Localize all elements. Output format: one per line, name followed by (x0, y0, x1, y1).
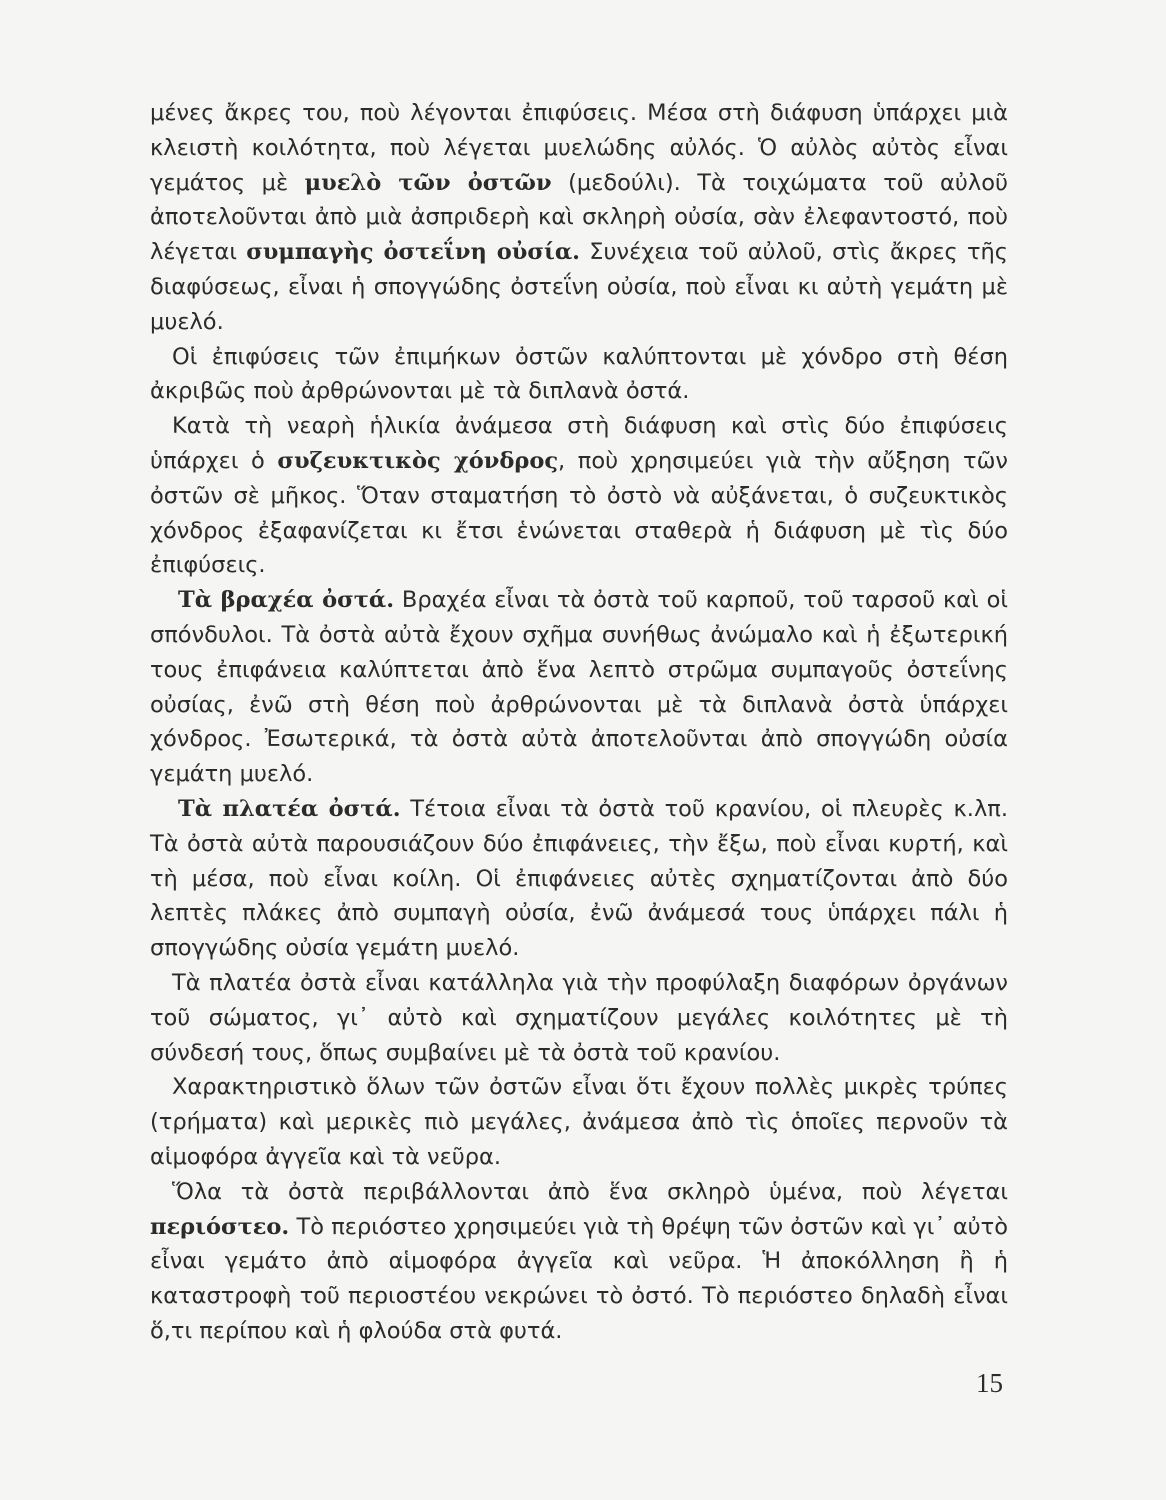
text-span: Κατὰ τὴ νεαρὴ ἡλικία ἀνάμεσα στὴ διάφυση καὶ στὶς δύο ἐπιφύσεις ὑπάρχει ὁ (150, 413, 1008, 474)
paragraph-flat-bones (150, 792, 1008, 966)
text-span: Βραχέα εἶναι τὰ ὀστὰ τοῦ καρποῦ, τοῦ ταρσοῦ καὶ οἱ σπόνδυλοι. Τὰ ὀστὰ αὐτὰ ἔχουν σχῆμα συνήθως ἀνώμαλο καὶ ἡ ἐξωτερική τους ἐπιφάνεια καλύπτεται ἀπὸ ἕνα λεπτὸ στρῶμα συμπαγοῦς ὀστεΐνης οὐσίας, ἐνῶ στὴ θέση ποὺ ἀρθρώνονται μὲ τὰ διπλανὰ ὀστὰ ὑπάρχει χόνδρος. Ἐσωτερικά, τὰ ὀστὰ αὐτὰ ἀποτελοῦνται ἀπὸ σπογγώδη οὐσία γεμάτη μυελό. (150, 587, 1008, 788)
heading-flat-bones: Τὰ πλατέα ὀστά. (178, 795, 401, 822)
body-text (150, 96, 1008, 1349)
term-epiphyseal-cartilage: συζευκτικὸς χόνδρος (277, 447, 559, 474)
term-bone-marrow: μυελὸ τῶν ὀστῶν (304, 169, 552, 196)
term-periosteum: περιόστεο. (150, 1213, 290, 1240)
text-span: Τὸ περιόστεο χρησιμεύει γιὰ τὴ θρέψη τῶν ὀστῶν καὶ γι᾿ αὐτὸ εἶναι γεμάτο ἀπὸ αἱμοφόρα ἀγγεῖα καὶ νεῦρα. Ἡ ἀποκόλληση ἢ ἡ καταστροφὴ τοῦ περιοστέου νεκρώνει τὸ ὀστό. Τὸ περιόστεο δηλαδὴ εἶναι ὅ,τι περίπου καὶ ἡ φλούδα στὰ φυτά. (150, 1213, 1008, 1344)
text-span: μένες ἄκρες του, ποὺ λέγονται ἐπιφύσεις. Μέσα στὴ διάφυση ὑπάρχει μιὰ κλειστὴ κοιλότητα, ποὺ λέγεται μυελώδης αὐλός. Ὁ αὐλὸς αὐτὸς εἶναι γεμάτος μὲ (150, 100, 1008, 196)
paragraph-7 (150, 1070, 1008, 1174)
term-compact-bone: συμπαγὴς ὀστεΐνη οὐσία. (246, 239, 580, 266)
text-span: (μεδούλι). Τὰ τοιχώματα τοῦ αὐλοῦ ἀποτελοῦνται ἀπὸ μιὰ ἀσπριδερὴ καὶ σκληρὴ οὐσία, σὰν ἐλεφαντοστό, ποὺ λέγεται (150, 169, 1008, 266)
text-span: Ὅλα τὰ ὀστὰ περιβάλλονται ἀπὸ ἕνα σκληρὸ ὑμένα, ποὺ λέγεται (172, 1178, 1008, 1205)
page-number: 15 (976, 1368, 1003, 1398)
paragraph-2 (150, 340, 1008, 410)
paragraph-6 (150, 966, 1008, 1070)
text-span: Τὰ πλατέα ὀστὰ εἶναι κατάλληλα γιὰ τὴν προφύλαξη διαφόρων ὀργάνων τοῦ σώματος, γι᾿ αὐτὸ καὶ σχηματίζουν μεγάλες κοιλότητες μὲ τὴ σύνδεσή τους, ὅπως συμβαίνει μὲ τὰ ὀστὰ τοῦ κρανίου. (150, 969, 1008, 1066)
text-span: , ποὺ χρησιμεύει γιὰ τὴν αὔξηση τῶν ὀστῶν σὲ μῆκος. Ὅταν σταματήση τὸ ὀστὸ νὰ αὐξάνεται, ὁ συζευκτικὸς χόνδρος ἐξαφανίζεται κι ἔτσι ἑνώνεται σταθερὰ ἡ διάφυση μὲ τὶς δύο ἐπιφύσεις. (150, 447, 1008, 579)
text-span: Χαρακτηριστικὸ ὅλων τῶν ὀστῶν εἶναι ὅτι ἔχουν πολλὲς μικρὲς τρύπες (τρήματα) καὶ μερικὲς πιὸ μεγάλες, ἀνάμεσα ἀπὸ τὶς ὁποῖες περνοῦν τὰ αἱμοφόρα ἀγγεῖα καὶ τὰ νεῦρα. (150, 1074, 1008, 1170)
paragraph-3 (150, 409, 1008, 583)
text-span: Οἱ ἐπιφύσεις τῶν ἐπιμήκων ὀστῶν καλύπτονται μὲ χόνδρο στὴ θέση ἀκριβῶς ποὺ ἀρθρώνονται μὲ τὰ διπλανὰ ὀστά. (150, 343, 1008, 405)
heading-short-bones: Τὰ βραχέα ὀστά. (178, 587, 395, 614)
paragraph-1 (150, 96, 1008, 340)
text-span: Συνέχεια τοῦ αὐλοῦ, στὶς ἄκρες τῆς διαφύσεως, εἶναι ἡ σπογγώδης ὀστεΐνη οὐσία, ποὺ εἶναι κι αὐτὴ γεμάτη μὲ μυελό. (150, 239, 1008, 335)
paragraph-8 (150, 1175, 1008, 1349)
text-span: Τέτοια εἶναι τὰ ὀστὰ τοῦ κρανίου, οἱ πλευρὲς κ.λπ. Τὰ ὀστὰ αὐτὰ παρουσιάζουν δύο ἐπιφάνειες, τὴν ἔξω, ποὺ εἶναι κυρτή, καὶ τὴ μέσα, ποὺ εἶναι κοίλη. Οἱ ἐπιφάνειες αὐτὲς σχηματίζονται ἀπὸ δύο λεπτὲς πλάκες ἀπὸ συμπαγὴ οὐσία, ἐνῶ ἀνάμεσά τους ὑπάρχει πάλι ἡ σπογγώδης οὐσία γεμάτη μυελό. (150, 795, 1008, 962)
paragraph-short-bones (150, 583, 1008, 792)
